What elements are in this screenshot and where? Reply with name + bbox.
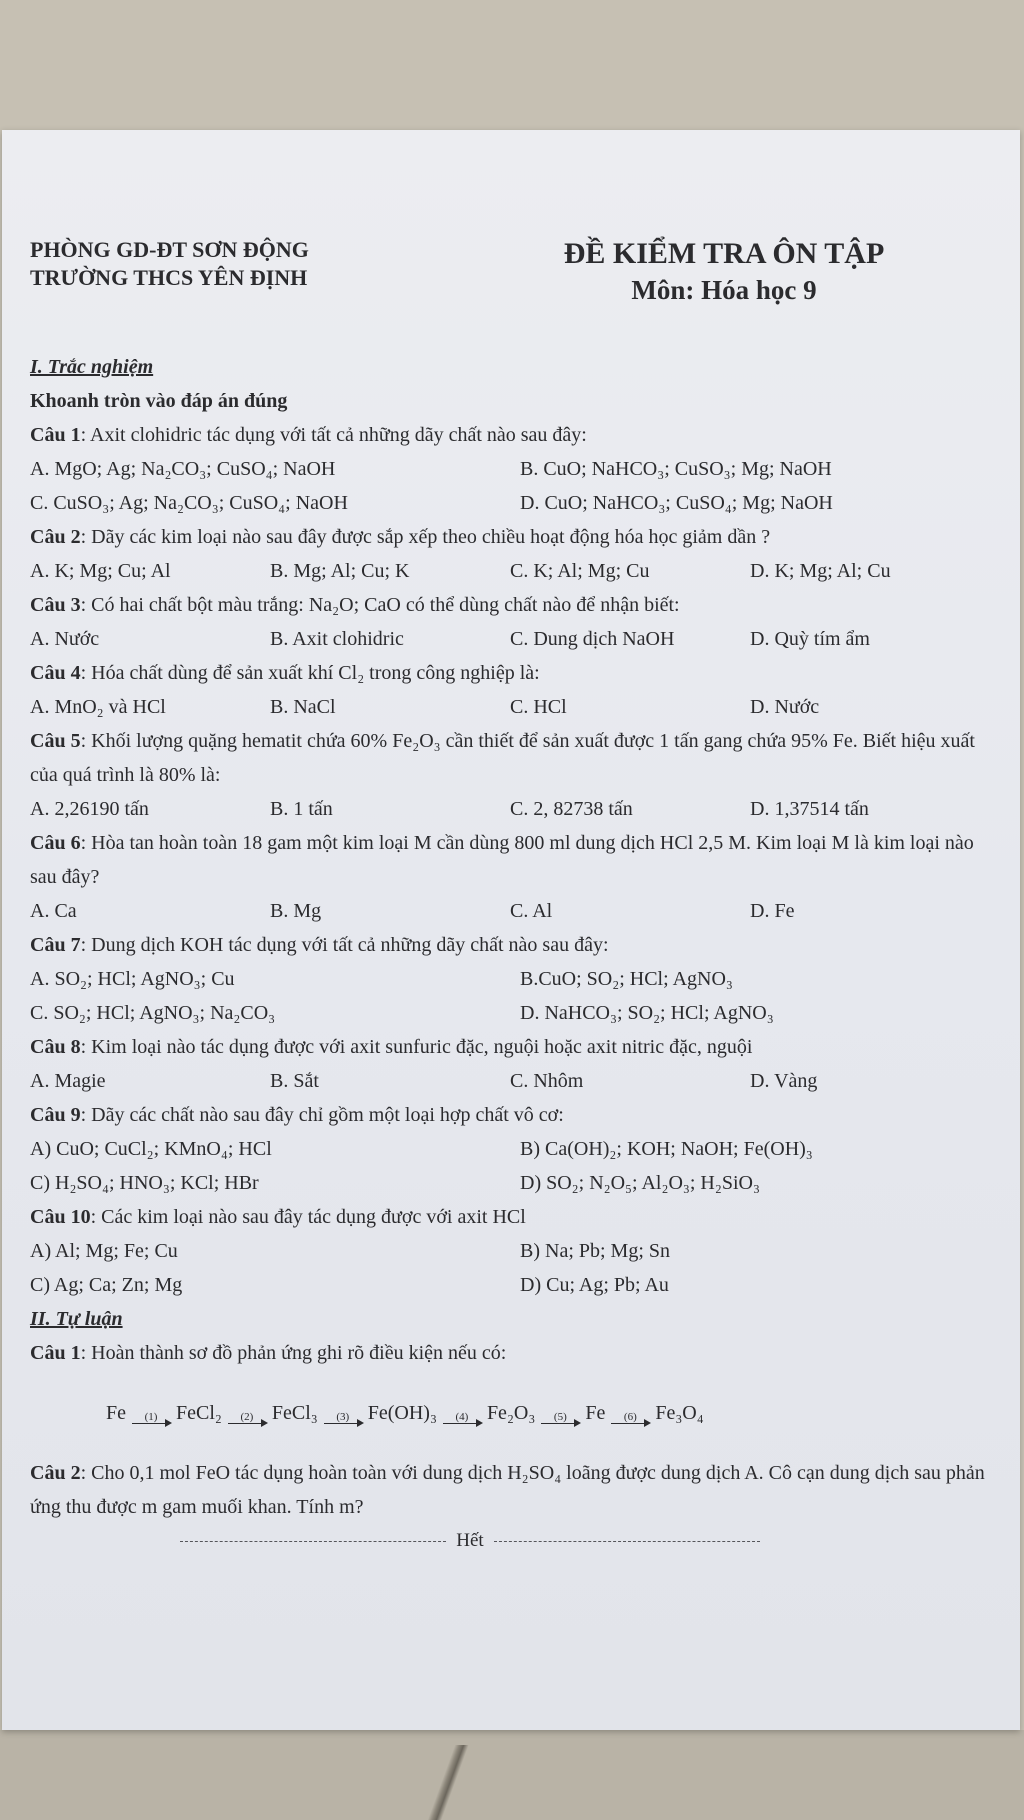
question-label: Câu 8	[30, 1036, 81, 1058]
option-c[interactable]: C. HCl	[510, 696, 567, 718]
essay-question-1	[30, 1336, 990, 1430]
step-label: (6)	[623, 1411, 637, 1423]
question-4	[30, 656, 990, 724]
question-1-stem	[30, 418, 990, 452]
reaction-arrow-icon	[132, 1411, 170, 1430]
question-9	[30, 1098, 990, 1200]
question-label: Câu 10	[30, 1206, 91, 1228]
exam-title-block	[524, 236, 924, 308]
question-label: Câu 2	[30, 526, 81, 548]
option-a[interactable]: A. Nước	[30, 628, 100, 650]
option-b[interactable]: B. 1 tấn	[270, 798, 333, 820]
option-b[interactable]: B. Axit clohidric	[270, 628, 404, 650]
scheme-compound: Fe₂O₃	[486, 1402, 536, 1424]
reaction-arrow-icon	[541, 1411, 579, 1430]
exam-title: ĐỀ KIỂM TRA ÔN TẬP	[563, 237, 885, 270]
floor-crack	[420, 1745, 480, 1820]
option-c[interactable]: C) H₂SO₄; HNO₃; KCl; HBr	[30, 1172, 259, 1194]
divider	[180, 1541, 446, 1542]
divider	[494, 1541, 760, 1542]
option-a[interactable]: A. K; Mg; Cu; Al	[30, 560, 171, 582]
question-label: Câu 6	[30, 832, 81, 854]
question-text: : Các kim loại nào sau đây tác dụng được với axit HCl	[90, 1206, 526, 1228]
question-5-stem	[30, 724, 990, 792]
option-d[interactable]: D. CuO; NaHCO₃; CuSO₄; Mg; NaOH	[520, 492, 833, 514]
question-8	[30, 1030, 990, 1098]
question-7	[30, 928, 990, 1030]
question-text: : Kim loại nào tác dụng được với axit sunfuric đặc, nguội hoặc axit nitric đặc, nguội	[80, 1036, 753, 1058]
question-text: : Dãy các kim loại nào sau đây được sắp xếp theo chiều hoạt động hóa học giảm dần ?	[80, 526, 771, 548]
option-a[interactable]: A) CuO; CuCl₂; KMnO₄; HCl	[30, 1138, 272, 1160]
question-3	[30, 588, 990, 656]
option-d[interactable]: D. NaHCO₃; SO₂; HCl; AgNO₃	[520, 1002, 774, 1024]
reaction-arrow-icon	[324, 1411, 362, 1430]
question-6	[30, 826, 990, 928]
question-text: : Hòa tan hoàn toàn 18 gam một kim loại M cần dùng 800 ml dung dịch HCl 2,5 M. Kim loại M là kim loại nào sau đây?	[30, 832, 974, 888]
option-a[interactable]: A. 2,26190 tấn	[30, 798, 149, 820]
reaction-arrow-icon	[611, 1411, 649, 1430]
option-c[interactable]: C. SO₂; HCl; AgNO₃; Na₂CO₃	[30, 1002, 276, 1024]
reaction-arrow-icon	[443, 1411, 481, 1430]
option-c[interactable]: C. Nhôm	[510, 1070, 584, 1092]
option-d[interactable]: D) SO₂; N₂O₅; Al₂O₃; H₂SiO₃	[520, 1172, 760, 1194]
option-d[interactable]: D) Cu; Ag; Pb; Au	[520, 1274, 669, 1296]
option-b[interactable]: B. CuO; NaHCO₃; CuSO₃; Mg; NaOH	[520, 458, 832, 480]
question-label: Câu 3	[30, 594, 81, 616]
reaction-scheme	[30, 1370, 990, 1430]
step-label: (4)	[455, 1411, 469, 1423]
option-b[interactable]: B. Sắt	[270, 1070, 319, 1092]
question-text: : Hóa chất dùng để sản xuất khí Cl₂ trong công nghiệp là:	[80, 662, 540, 684]
option-b[interactable]: B) Ca(OH)₂; KOH; NaOH; Fe(OH)₃	[520, 1138, 813, 1160]
option-d[interactable]: D. Vàng	[750, 1070, 818, 1092]
question-2-stem	[30, 520, 990, 554]
option-a[interactable]: A. MgO; Ag; Na₂CO₃; CuSO₄; NaOH	[30, 458, 336, 480]
step-label: (3)	[336, 1411, 350, 1423]
scheme-compound: FeCl₃	[271, 1402, 318, 1424]
question-1	[30, 418, 990, 520]
step-label: (2)	[240, 1411, 254, 1423]
question-9-stem	[30, 1098, 990, 1132]
scheme-compound: FeCl₂	[176, 1402, 222, 1424]
scheme-compound: Fe₃O₄	[655, 1402, 704, 1424]
question-7-stem	[30, 928, 990, 962]
end-marker	[180, 1524, 760, 1558]
question-text: : Khối lượng quặng hematit chứa 60% Fe₂O₃ cần thiết để sản xuất được 1 tấn gang chứa 95% Fe. Biết hiệu xuất của quá trình là 80% là:	[30, 730, 975, 786]
option-a[interactable]: A. SO₂; HCl; AgNO₃; Cu	[30, 968, 235, 990]
scheme-compound: Fe	[585, 1402, 606, 1424]
option-d[interactable]: D. 1,37514 tấn	[750, 798, 869, 820]
scheme-compound: Fe	[106, 1402, 126, 1424]
department-name: PHÒNG GD-ĐT SƠN ĐỘNG	[30, 237, 309, 262]
end-label: Hết	[456, 1530, 484, 1551]
scheme-compound: Fe(OH)₃	[367, 1402, 437, 1424]
section-instruction: Khoanh tròn vào đáp án đúng	[30, 390, 288, 412]
question-text: : Axit clohidric tác dụng với tất cả những dãy chất nào sau đây:	[80, 424, 587, 446]
question-label: Câu 1	[30, 424, 81, 446]
section-multiple-choice-title: I. Trắc nghiệm	[30, 356, 154, 378]
background-floor	[0, 1730, 1024, 1820]
question-label: Câu 2	[30, 1462, 81, 1484]
exam-paper	[2, 130, 1020, 1730]
option-a[interactable]: A. Ca	[30, 900, 77, 922]
question-2	[30, 520, 990, 588]
school-name: TRƯỜNG THCS YÊN ĐỊNH	[30, 265, 308, 290]
option-c[interactable]: C. 2, 82738 tấn	[510, 798, 633, 820]
school-info	[30, 236, 309, 292]
section-essay-title: II. Tự luận	[30, 1308, 123, 1330]
option-d[interactable]: D. K; Mg; Al; Cu	[750, 560, 891, 582]
option-a[interactable]: A. Magie	[30, 1070, 106, 1092]
option-c[interactable]: C) Ag; Ca; Zn; Mg	[30, 1274, 183, 1296]
essay-question-2	[30, 1456, 990, 1524]
question-10	[30, 1200, 990, 1302]
question-3-stem	[30, 588, 990, 622]
background-top	[0, 0, 1024, 140]
step-label: (5)	[553, 1411, 567, 1423]
option-d[interactable]: D. Fe	[750, 900, 795, 922]
option-b[interactable]: B) Na; Pb; Mg; Sn	[520, 1240, 671, 1262]
option-c[interactable]: C. Dung dịch NaOH	[510, 628, 675, 650]
option-c[interactable]: C. CuSO₃; Ag; Na₂CO₃; CuSO₄; NaOH	[30, 492, 348, 514]
option-c[interactable]: C. Al	[510, 900, 553, 922]
option-a[interactable]: A) Al; Mg; Fe; Cu	[30, 1240, 178, 1262]
question-4-stem	[30, 656, 990, 690]
question-text: : Dãy các chất nào sau đây chỉ gồm một loại hợp chất vô cơ:	[80, 1104, 564, 1126]
question-label: Câu 5	[30, 730, 81, 752]
question-10-stem	[30, 1200, 990, 1234]
question-label: Câu 4	[30, 662, 81, 684]
question-text: : Hoàn thành sơ đồ phản ứng ghi rõ điều kiện nếu có:	[80, 1342, 507, 1364]
exam-content	[30, 350, 990, 1558]
option-b[interactable]: B. Mg; Al; Cu; K	[270, 560, 410, 582]
question-text: : Cho 0,1 mol FeO tác dụng hoàn toàn với dung dịch H₂SO₄ loãng được dung dịch A. Cô cạn dung dịch sau phản ứng thu được m gam muối khan. Tính m?	[30, 1462, 985, 1518]
exam-header	[30, 236, 990, 326]
option-a[interactable]: A. MnO₂ và HCl	[30, 696, 166, 718]
exam-subject: Môn: Hóa học 9	[631, 275, 817, 305]
option-b[interactable]: B.CuO; SO₂; HCl; AgNO₃	[520, 968, 733, 990]
option-d[interactable]: D. Nước	[750, 696, 820, 718]
reaction-arrow-icon	[228, 1411, 266, 1430]
essay-question-1-stem	[30, 1336, 990, 1370]
option-b[interactable]: B. Mg	[270, 900, 322, 922]
question-8-stem	[30, 1030, 990, 1064]
option-b[interactable]: B. NaCl	[270, 696, 336, 718]
option-d[interactable]: D. Quỳ tím ẩm	[750, 628, 870, 650]
option-c[interactable]: C. K; Al; Mg; Cu	[510, 560, 650, 582]
question-6-stem	[30, 826, 990, 894]
question-text: : Có hai chất bột màu trắng: Na₂O; CaO có thể dùng chất nào để nhận biết:	[80, 594, 680, 616]
question-5	[30, 724, 990, 826]
question-label: Câu 7	[30, 934, 81, 956]
question-label: Câu 9	[30, 1104, 81, 1126]
question-text: : Dung dịch KOH tác dụng với tất cả những dãy chất nào sau đây:	[80, 934, 609, 956]
question-label: Câu 1	[30, 1342, 81, 1364]
step-label: (1)	[144, 1411, 158, 1423]
